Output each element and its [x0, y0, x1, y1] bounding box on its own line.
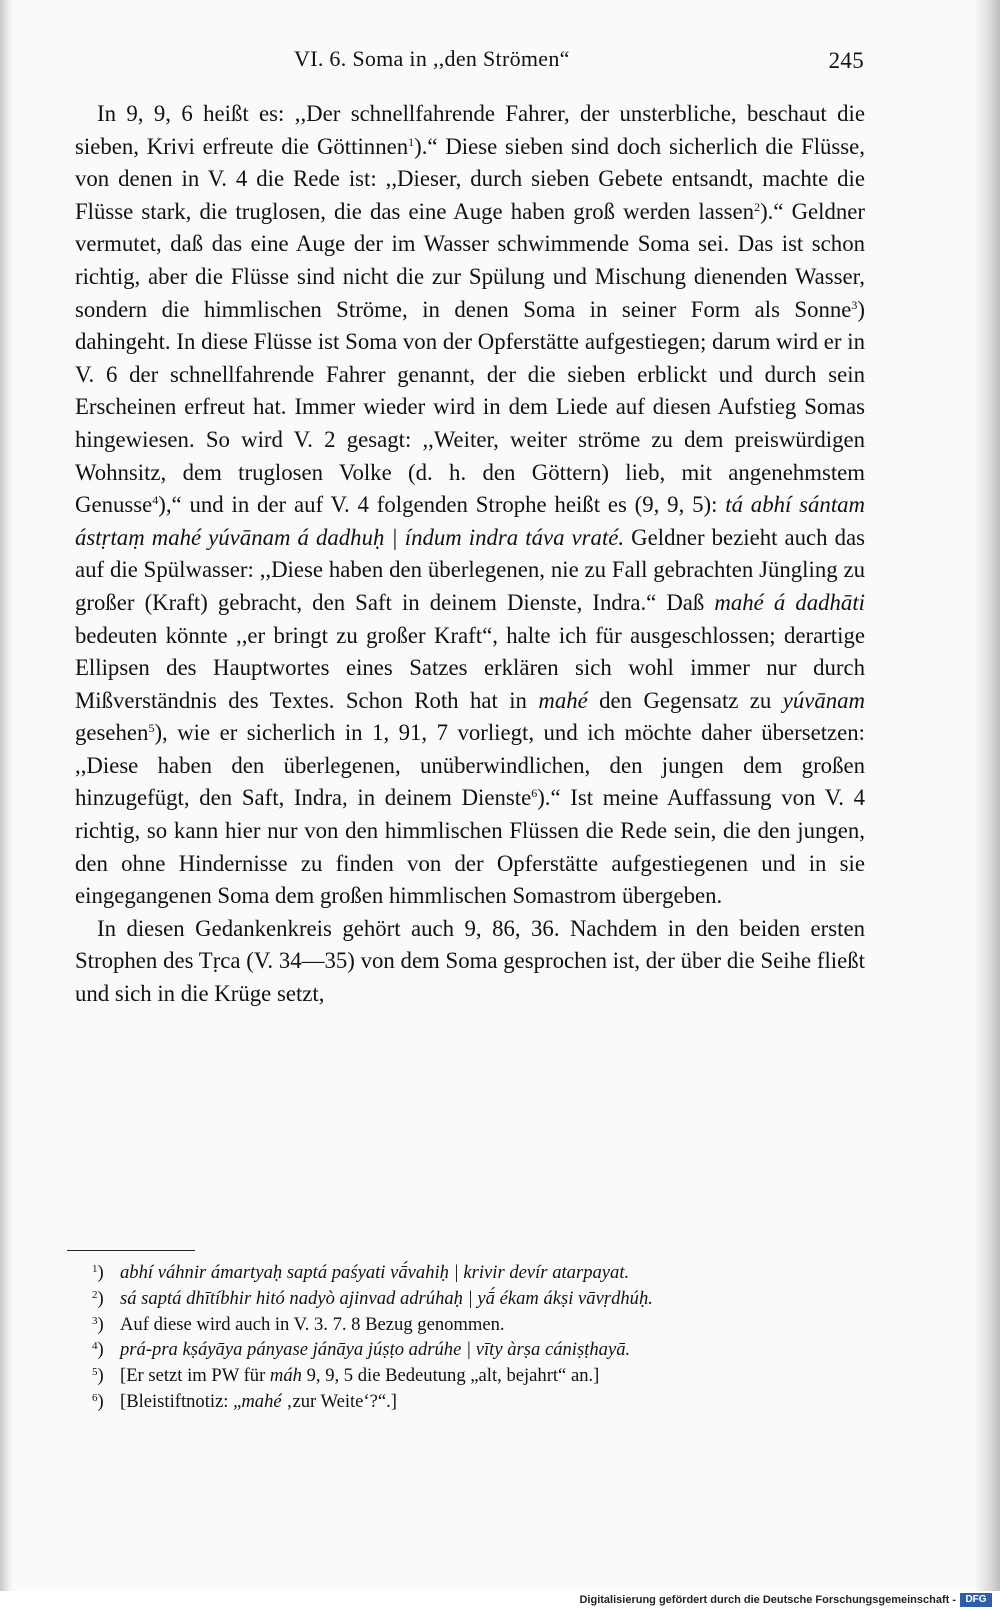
- footnote-text: [Er setzt im PW für: [120, 1365, 270, 1387]
- main-text: [75, 98, 865, 1011]
- footnote-number: $^4$): [92, 1339, 104, 1361]
- footnote-ref-2: 2: [754, 199, 761, 214]
- footnote-text: prá-pra kṣáyāya pányase jánāya júṣṭo adrúhe | vīty àrṣa cániṣṭhayā.: [120, 1339, 631, 1361]
- sanskrit-quote: tá abhí sántam ástṛtaṃ mahé yúvānam á dadhuḥ | índum indra táva vraté.: [75, 492, 866, 550]
- paragraph-2: In diesen Gedankenkreis gehört auch 9, 86, 36. Nachdem in den beiden ersten Strophen des Tṛca (V. 34—35) von dem Soma gesprochen ist, der über die Seihe fließt und sich in die Krüge setzt,: [75, 915, 865, 1007]
- footnote-text: sá saptá dhītíbhir hitó nadyò ajinvad adrúhaḥ | yā́ ékam ákṣi vāvṛdhúḥ.: [120, 1287, 653, 1309]
- footnote-number: $^2$): [92, 1287, 104, 1309]
- page-header: [294, 46, 864, 82]
- page-gutter-shadow: [0, 0, 14, 1611]
- footnote-ref-6: 6: [531, 786, 538, 801]
- sanskrit-term: mahé: [538, 687, 588, 713]
- footnote-text: abhí váhnir ámartyaḥ saptá paśyati vā́vahiḥ | krivir devír atarpayat.: [120, 1262, 630, 1283]
- footnote-ref-3: 3: [851, 297, 858, 312]
- funding-credit: Digitalisierung gefördert durch die Deutsche Forschungsgemeinschaft -: [579, 1594, 956, 1606]
- footnote-text: ‚zur Weite‘?“.]: [281, 1390, 397, 1412]
- footnote-2: [92, 1286, 864, 1312]
- page-edge-shadow: [974, 0, 1000, 1611]
- footnotes: [92, 1260, 864, 1415]
- footnote-text: [Bleistiftnotiz: „: [120, 1390, 242, 1412]
- footnote-4: [92, 1337, 864, 1363]
- sanskrit-term: yúvānam: [782, 687, 866, 713]
- footnote-3: [92, 1312, 864, 1338]
- footnote-number: $^1$): [92, 1262, 104, 1283]
- dfg-logo: DFG: [960, 1593, 992, 1607]
- digitization-footer: [0, 1591, 1000, 1611]
- footnote-ref-4: 4: [152, 493, 159, 508]
- footnote-text: mahé: [241, 1390, 282, 1412]
- paragraph-1: In 9, 9, 6 heißt es: ,,Der schnellfahrende Fahrer, der unsterbliche, beschaut die sieben, Krivi erfreute die Göttinnen$^1$).“ Diese sieben sind doch sicherlich die Flüsse, von denen in V. 4 die Rede ist: ,,Dieser, durch sieben Gebete entsandt, machte die Flüsse stark, die truglosen, die das eine Auge haben groß werden lassen$^2$).“ Geldner vermutet, daß das eine Auge der im Wasser schwimmende Soma sei. Das ist schon richtig, aber die Flüsse sind nicht die zur Spülung und Mischung dienenden Wasser, sondern die himmlischen Ströme, in denen Soma in seiner Form als Sonne$^3$) dahingeht. In diese Flüsse ist Soma von der Opferstätte aufgestiegen; darum wird er in V. 6 der schnellfahrende Fahrer genannt, der die sieben erblickt und durch sein Erscheinen erfreut hat. Immer wieder wird in dem Liede auf diesen Aufstieg Somas hingewiesen. So wird V. 2 gesagt: ,,Weiter, weiter ströme zu dem preiswürdigen Wohnsitz, dem truglosen Volke (d. h. den Göttern) lieb, mit angenehmstem Genusse$^4$),“ und in der auf V. 4 folgenden Strophe heißt es (9, 9, 5): tá abhí sántam ástṛtaṃ mahé yúvānam á dadhuḥ | índum indra táva vraté. Geldner bezieht auch das auf die Spülwasser: ,,Diese haben den überlegenen, nie zu Fall gebrachten Jüngling zu großer (Kraft) gebracht, den Saft in deinem Dienste, Indra.“ Daß mahé á dadhāti bedeuten könnte ,,er bringt zu großer Kraft“, halte ich für ausgeschlossen; derartige Ellipsen des Hauptwortes eines Satzes erklären sich wohl immer nur durch Mißverständnis des Textes. Schon Roth hat in mahé den Gegensatz zu yúvānam gesehen$^5$), wie er sicherlich in 1, 91, 7 vorliegt, und ich möchte daher übersetzen: ,,Diese haben den überlegenen, unüberwindlichen, den jungen dem großen hinzugefügt, den Saft, Indra, in deinem Dienste$^6$).“ Ist meine Auffassung von V. 4 richtig, so kann hier nur von den himmlischen Flüssen die Rede sein, die den jungen, den ohne Hindernisse zu finden von der Opferstätte aufgestiegenen und in sie eingegangenen Soma dem großen himmlischen Somastrom übergeben.: [75, 101, 866, 909]
- footnote-number: $^3$): [92, 1313, 104, 1335]
- footnote-ref-5: 5: [148, 721, 155, 736]
- footnote-text: máh: [269, 1365, 302, 1387]
- sanskrit-term: mahé á dadhāti: [714, 589, 865, 615]
- footnote-rule: [67, 1250, 195, 1251]
- running-title: VI. 6. Soma in ,,den Strömen“: [294, 46, 570, 71]
- footnote-text: Auf diese wird auch in V. 3. 7. 8 Bezug genommen.: [120, 1313, 505, 1335]
- footnote-5: [92, 1363, 864, 1389]
- footnote-number: $^6$): [92, 1390, 104, 1412]
- footnote-ref-1: 1: [408, 134, 415, 149]
- footnote-1: [92, 1260, 864, 1286]
- page-number: 245: [828, 48, 864, 73]
- footnote-text: 9, 9, 5 die Bedeutung „alt, bejahrt“ an.]: [301, 1365, 600, 1387]
- footnote-6: [92, 1389, 864, 1415]
- footnote-number: $^5$): [92, 1365, 104, 1387]
